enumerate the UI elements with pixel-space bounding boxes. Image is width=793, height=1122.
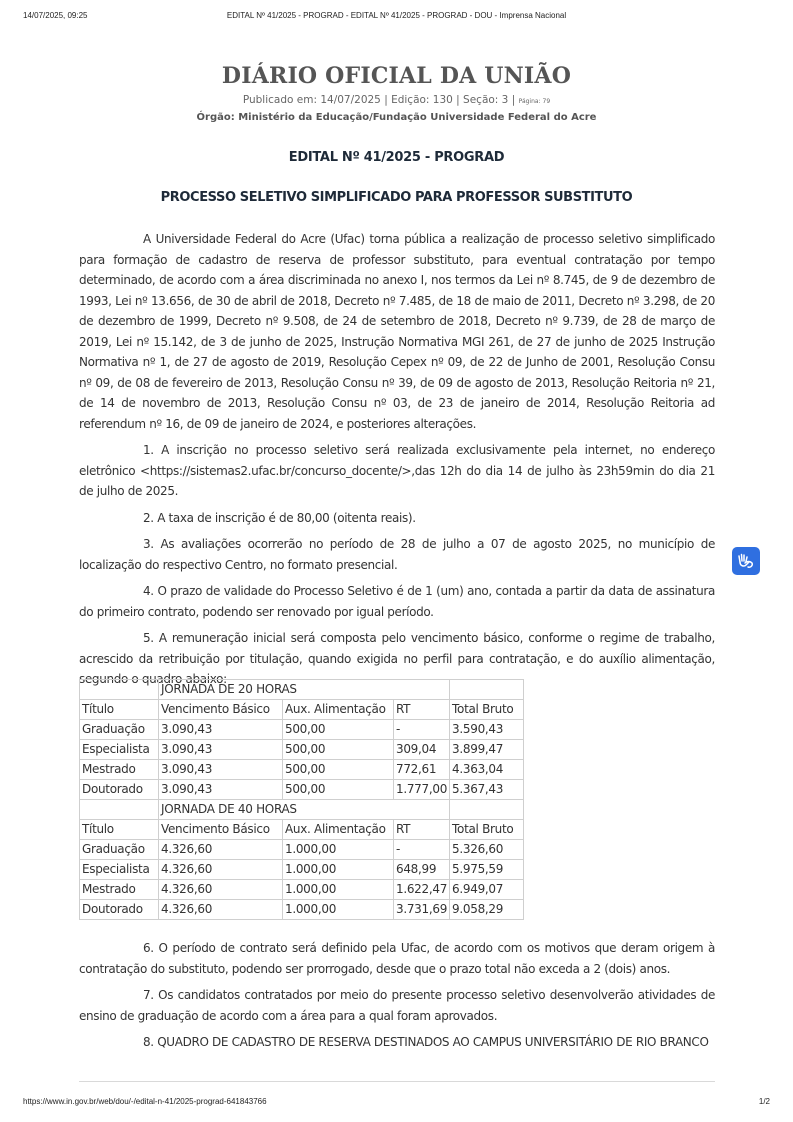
table-row <box>80 860 524 880</box>
item-paragraph: 2. A taxa de inscrição é de 80,00 (oitenta reais). <box>143 510 416 525</box>
table-row <box>80 720 524 740</box>
footer-divider <box>79 1081 715 1082</box>
table-cell: 3.590,43 <box>450 720 524 740</box>
table-row <box>80 740 524 760</box>
section-heading-row <box>80 680 524 700</box>
print-datetime: 14/07/2025, 09:25 <box>23 11 88 20</box>
table-cell: 3.731,69 <box>394 900 450 920</box>
table-row <box>80 880 524 900</box>
column-header: Título <box>80 820 159 840</box>
table-cell: 1.000,00 <box>283 860 394 880</box>
section-heading: JORNADA DE 40 HORAS <box>159 800 450 820</box>
row-label: Doutorado <box>80 900 159 920</box>
intro-paragraph: A Universidade Federal do Acre (Ufac) torna pública a realização de processo seletivo simplificado para formação de cadastro de reserva de professor substituto, para eventual contratação por tempo determinado, de acordo com a área discriminada no anexo I, nos termos da Lei nº 8.745, de 9 de dezembro de 1993, Lei nº 13.656, de 30 de abril de 2018, Decreto nº 7.485, de 18 de maio de 2011, Decreto nº 3.298, de 20 de dezembro de 1999, Decreto nº 9.508, de 24 de setembro de 2018, Decreto nº 9.739, de 28 de março de 2019, Lei nº 15.142, de 3 de junho de 2025, Instrução Normativa MGI 261, de 27 de junho de 2025 Instrução Normativa nº 1, de 27 de agosto de 2019, Resolução Cepex nº 09, de 22 de Junho de 2001, Resolução Consu nº 09, de 08 de fevereiro de 2013, Resolução Consu nº 39, de 09 de agosto de 2013, Resolução Reitoria nº 21, de 14 de novembro de 2013, Resolução Consu nº 03, de 23 de janeiro de 2014, Resolução Reitoria ad referendum nº 16, de 09 de janeiro de 2024, e posteriores alterações. <box>79 232 715 431</box>
row-label: Graduação <box>80 840 159 860</box>
table-cell: 9.058,29 <box>450 900 524 920</box>
table-cell: 1.622,47 <box>394 880 450 900</box>
print-header <box>0 11 793 25</box>
table-cell: 4.326,60 <box>159 840 283 860</box>
masthead <box>0 63 793 123</box>
table-cell: 6.949,07 <box>450 880 524 900</box>
column-header: Título <box>80 700 159 720</box>
column-header: RT <box>394 700 450 720</box>
table-cell: 772,61 <box>394 760 450 780</box>
item-paragraph: 3. As avaliações ocorrerão no período de 28 de julho a 07 de agosto 2025, no município de localização do respectivo Centro, no formato presencial. <box>79 537 715 572</box>
salary-table <box>79 679 524 920</box>
sign-language-icon <box>736 551 756 571</box>
print-title: EDITAL Nº 41/2025 - PROGRAD - EDITAL Nº 41/2025 - PROGRAD - DOU - Imprensa Nacional <box>226 11 567 20</box>
empty-cell <box>80 800 159 820</box>
column-header: Total Bruto <box>450 820 524 840</box>
print-page-number: 1/2 <box>758 1097 770 1106</box>
item-paragraph: 8. QUADRO DE CADASTRO DE RESERVA DESTINADOS AO CAMPUS UNIVERSITÁRIO DE RIO BRANCO <box>143 1035 709 1049</box>
column-header: Aux. Alimentação <box>283 700 394 720</box>
table-cell: 5.367,43 <box>450 780 524 800</box>
item-paragraph: 7. Os candidatos contratados por meio do presente processo seletivo desenvolverão atividades de ensino de graduação de acordo com a área para a qual foram aprovados. <box>79 988 715 1023</box>
table-cell: 3.090,43 <box>159 740 283 760</box>
item-paragraph: 6. O período de contrato será definido pela Ufac, de acordo com os motivos que deram origem à contratação do substituto, podendo ser prorrogado, desde que o prazo total não exceda a 2 (dois) anos. <box>79 941 715 976</box>
table-cell: 3.090,43 <box>159 780 283 800</box>
table-cell: 1.000,00 <box>283 900 394 920</box>
newspaper-title: DIÁRIO OFICIAL DA UNIÃO <box>221 63 572 89</box>
table-cell: - <box>394 720 450 740</box>
empty-cell <box>80 680 159 700</box>
item-paragraph: 4. O prazo de validade do Processo Seletivo é de 1 (um) ano, contada a partir da data de assinatura do primeiro contrato, podendo ser renovado por igual período. <box>79 584 715 619</box>
table-row <box>80 760 524 780</box>
publication-info <box>0 94 793 106</box>
table-cell: 500,00 <box>283 740 394 760</box>
column-header: Vencimento Básico <box>159 700 283 720</box>
document-subtitle: PROCESSO SELETIVO SIMPLIFICADO PARA PROFESSOR SUBSTITUTO <box>160 190 633 205</box>
column-header-row <box>80 820 524 840</box>
table-cell: 3.090,43 <box>159 720 283 740</box>
body-text-upper <box>79 229 715 696</box>
table-cell: 3.899,47 <box>450 740 524 760</box>
table-cell: - <box>394 840 450 860</box>
section-heading: JORNADA DE 20 HORAS <box>159 680 450 700</box>
table-cell: 1.777,00 <box>394 780 450 800</box>
table-cell: 500,00 <box>283 760 394 780</box>
empty-cell <box>450 800 524 820</box>
item-paragraph: 1. A inscrição no processo seletivo será realizada exclusivamente pela internet, no endereço eletrônico <https://sistemas2.ufac.br/concurso_docente/>,das 12h do dia 14 de julho às 23h59min do dia 21 de julho de 2025. <box>79 443 715 498</box>
column-header: Total Bruto <box>450 700 524 720</box>
row-label: Graduação <box>80 720 159 740</box>
table-cell: 309,04 <box>394 740 450 760</box>
page-number: Página: 79 <box>518 98 551 105</box>
table-cell: 1.000,00 <box>283 840 394 860</box>
section-heading-row <box>80 800 524 820</box>
table-cell: 4.363,04 <box>450 760 524 780</box>
body-text-lower <box>79 938 715 1059</box>
table-cell: 5.326,60 <box>450 840 524 860</box>
column-header: Vencimento Básico <box>159 820 283 840</box>
row-label: Mestrado <box>80 880 159 900</box>
edital-title: EDITAL Nº 41/2025 - PROGRAD <box>288 150 505 165</box>
table-row <box>80 780 524 800</box>
table-cell: 4.326,60 <box>159 860 283 880</box>
column-header: RT <box>394 820 450 840</box>
table-cell: 5.975,59 <box>450 860 524 880</box>
table-cell: 500,00 <box>283 720 394 740</box>
table-row <box>80 840 524 860</box>
table-cell: 1.000,00 <box>283 880 394 900</box>
issuing-body: Órgão: Ministério da Educação/Fundação Universidade Federal do Acre <box>196 112 597 123</box>
row-label: Especialista <box>80 860 159 880</box>
table-cell: 3.090,43 <box>159 760 283 780</box>
row-label: Mestrado <box>80 760 159 780</box>
table-cell: 648,99 <box>394 860 450 880</box>
table-cell: 500,00 <box>283 780 394 800</box>
table-cell: 4.326,60 <box>159 900 283 920</box>
publication-details: Publicado em: 14/07/2025 | Edição: 130 | Seção: 3 | <box>242 94 516 106</box>
column-header: Aux. Alimentação <box>283 820 394 840</box>
empty-cell <box>450 680 524 700</box>
accessibility-button[interactable] <box>732 547 760 575</box>
row-label: Especialista <box>80 740 159 760</box>
row-label: Doutorado <box>80 780 159 800</box>
page-url: https://www.in.gov.br/web/dou/-/edital-n-41/2025-prograd-641843766 <box>23 1097 267 1106</box>
table-row <box>80 900 524 920</box>
table-cell: 4.326,60 <box>159 880 283 900</box>
item-paragraph: 5. A remuneração inicial será composta pelo vencimento básico, conforme o regime de trabalho, acrescido da retribuição por titulação, quando exigida no perfil para contratação, e do auxílio alimentação, segundo o quadro abaixo: <box>79 631 715 686</box>
column-header-row <box>80 700 524 720</box>
